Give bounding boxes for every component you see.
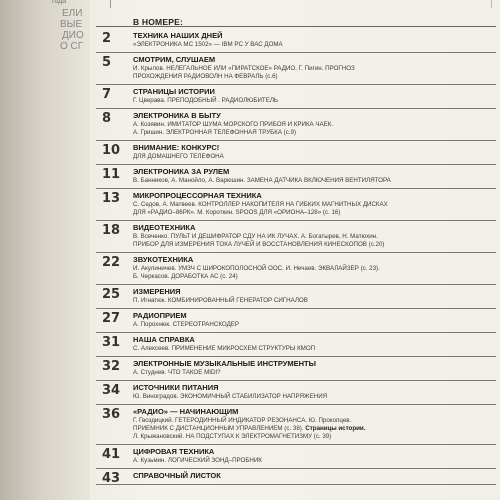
entry-body [133, 223, 496, 249]
section-title: МИКРОПРОЦЕССОРНАЯ ТЕХНИКА [133, 191, 262, 200]
left-fragment: ВЫЕ [60, 19, 83, 30]
section-title: ЭЛЕКТРОННЫЕ МУЗЫКАЛЬНЫЕ ИНСТРУМЕНТЫ [133, 359, 316, 368]
article-line [133, 457, 496, 465]
page-number: 8 [102, 111, 112, 126]
article-text: А. Гришин. ЭЛЕКТРОННАЯ ТЕЛЕФОННАЯ ТРУБКА (с.9) [133, 129, 297, 136]
page-number: 13 [102, 191, 121, 206]
toc-entry [96, 109, 496, 141]
article-line [133, 297, 496, 305]
article-line [133, 241, 496, 249]
contents-header: В НОМЕРЕ: [133, 17, 183, 27]
article-text: ПРОХОЖДЕНИЯ РАДИОВОЛН НА ФЕВРАЛЬ (с.6) [133, 73, 278, 80]
toc-entry [96, 333, 496, 357]
toc-entry [96, 29, 496, 53]
article-text: А. Кузьмин. ЛОГИЧЕСКИЙ ЗОНД–ПРОБНИК [133, 457, 262, 464]
section-title: ЭЛЕКТРОНИКА ЗА РУЛЕМ [133, 167, 230, 176]
page-number: 2 [102, 31, 112, 46]
article-line [133, 321, 496, 329]
section-title: СТРАНИЦЫ ИСТОРИИ [133, 87, 215, 96]
article-text: С. Алексеев. ПРИМЕНЕНИЕ МИКРОСХЕМ СТРУКТУРЫ КМОП [133, 345, 316, 352]
toc-entry [96, 445, 496, 469]
section-title: ТЕХНИКА НАШИХ ДНЕЙ [133, 31, 223, 40]
toc-entry [96, 253, 496, 285]
section-title: ВНИМАНИЕ: КОНКУРС! [133, 143, 220, 152]
section-title: ЭЛЕКТРОНИКА В БЫТУ [133, 111, 221, 120]
section-title: РАДИОПРИЕМ [133, 311, 187, 320]
page-number: 5 [102, 55, 112, 70]
article-text: Б. Черкасов. ДОРАБОТКА АС (с. 24) [133, 273, 238, 280]
article-text: А. Порохнюк. СТЕРЕОТРАНСКОДЕР [133, 321, 240, 328]
page-number: 27 [102, 311, 121, 326]
entry-body [133, 55, 496, 81]
page-number: 10 [102, 143, 121, 158]
year-fragment: года [52, 0, 67, 5]
article-line [133, 425, 496, 433]
toc-entry [96, 309, 496, 333]
article-line [133, 273, 496, 281]
article-text: ПРИЕМНИК С ДИСТАНЦИОННЫМ УПРАВЛЕНИЕМ (с. 38). [133, 425, 304, 432]
entry-body [133, 335, 496, 353]
page-number: 43 [102, 471, 121, 486]
entry-body [133, 383, 496, 401]
toc-entry [96, 405, 496, 445]
toc-entry [96, 381, 496, 405]
section-title: СМОТРИМ, СЛУШАЕМ [133, 55, 216, 64]
section-title: «РАДИО» — НАЧИНАЮЩИМ [133, 407, 239, 416]
article-text: А. Козявин. ИМИТАТОР ШУМА МОРСКОГО ПРИБОЯ И КРИКА ЧАЕК. [133, 121, 334, 128]
page-number: 32 [102, 359, 121, 374]
entry-body [133, 111, 496, 137]
entry-body [133, 191, 496, 217]
article-text: Г. Гвоздицкий. ГЕТЕРОДИННЫЙ ИНДИКАТОР РЕЗОНАНСА. Ю. Прокопцев. [133, 417, 352, 424]
article-text: И. Крылов. НЕЛЕГАЛЬНОЕ ИЛИ «ПИРАТСКОЕ» РАДИО. Г. Пигин. ПРОГНОЗ [133, 65, 355, 72]
toc-entry [96, 53, 496, 85]
entry-body [133, 255, 496, 281]
entry-body [133, 311, 496, 329]
article-line [133, 129, 496, 137]
article-text: В. Всеченко. ПУЛЬТ И ДЕШИФРАТОР СДУ НА ИК ЛУЧАХ. А. Богатырев, Н. Матюхин. [133, 233, 378, 240]
left-column-strip [0, 0, 90, 500]
toc-entry [96, 221, 496, 253]
toc-entry [96, 189, 496, 221]
entry-body [133, 31, 496, 49]
article-text: ДЛЯ «РАДИО–86РК». М. Короткин. SPOOS ДЛЯ «ОРИОНА–128» (с. 16) [133, 209, 341, 216]
page-number: 22 [102, 255, 121, 270]
article-line [133, 393, 496, 401]
article-text: И. Акулиничев. УМЗЧ С ШИРОКОПОЛОСНОЙ ООС. И. Нечаев. ЭКВАЛАЙЗЕР (с. 23). [133, 265, 380, 272]
toc-entry [96, 469, 496, 485]
entry-body [133, 407, 496, 441]
top-frame [110, 0, 492, 8]
article-text: Ю. Виноградов. ЭКОНОМИЧНЫЙ СТАБИЛИЗАТОР НАПРЯЖЕНИЯ [133, 393, 328, 400]
table-of-contents [96, 29, 496, 485]
entry-body [133, 359, 496, 377]
section-title: СПРАВОЧНЫЙ ЛИСТОК [133, 471, 221, 480]
article-line [133, 41, 496, 49]
section-title: ВИДЕОТЕХНИКА [133, 223, 196, 232]
entry-body [133, 471, 496, 481]
article-line [133, 97, 496, 105]
article-text: ДЛЯ ДОМАШНЕГО ТЕЛЕФОНА [133, 153, 224, 160]
entry-body [133, 87, 496, 105]
section-title: ЗВУКОТЕХНИКА [133, 255, 194, 264]
left-fragment: ЕЛИ [62, 8, 83, 19]
entry-body [133, 287, 496, 305]
toc-entry [96, 285, 496, 309]
article-line [133, 369, 496, 377]
article-line [133, 121, 496, 129]
article-line [133, 73, 496, 81]
article-highlight: Страницы истории. [305, 425, 366, 432]
article-line [133, 201, 496, 209]
toc-entry [96, 85, 496, 109]
section-title: ЦИФРОВАЯ ТЕХНИКА [133, 447, 215, 456]
left-fragment: ДИО [62, 30, 84, 41]
article-text: «ЭЛЕКТРОНИКА МС 1502» — IBM PC У ВАС ДОМА [133, 41, 283, 48]
left-fragment: О СГ [60, 41, 84, 52]
article-line [133, 265, 496, 273]
page-number: 34 [102, 383, 121, 398]
article-text: ПРИБОР ДЛЯ ИЗМЕРЕНИЯ ТОКА ЛУЧЕЙ И ВОССТАНОВЛЕНИЯ КИНЕСКОПОВ (с.20) [133, 241, 385, 248]
article-text: Л. Крыжановский. НА ПОДСТУПАХ К ЭЛЕКТРОМАГНЕТИЗМУ (с. 39) [133, 433, 332, 440]
article-line [133, 153, 496, 161]
page-number: 36 [102, 407, 121, 422]
article-line [133, 65, 496, 73]
section-title: НАША СПРАВКА [133, 335, 195, 344]
article-line [133, 417, 496, 425]
article-text: А. Студнев. ЧТО ТАКОЕ MIDI? [133, 369, 221, 376]
toc-entry [96, 165, 496, 189]
section-title: ИЗМЕРЕНИЯ [133, 287, 181, 296]
article-text: С. Седов, А. Матвеев. КОНТРОЛЛЕР НАКОПИТЕЛЯ НА ГИБКИХ МАГНИТНЫХ ДИСКАХ [133, 201, 388, 208]
article-text: Г. Цверава. ПРЕПОДОБНЫЙ . РАДИОЛЮБИТЕЛЬ [133, 97, 278, 104]
entry-body [133, 447, 496, 465]
article-text: П. Игнатюк. КОМБИНИРОВАННЫЙ ГЕНЕРАТОР СИГНАЛОВ [133, 297, 308, 304]
page-number: 11 [102, 167, 121, 182]
article-line [133, 233, 496, 241]
toc-entry [96, 357, 496, 381]
article-line [133, 177, 496, 185]
entry-body [133, 143, 496, 161]
article-line [133, 433, 496, 441]
page-number: 31 [102, 335, 121, 350]
toc-entry [96, 141, 496, 165]
page-number: 41 [102, 447, 121, 462]
article-text: В. Банников, А. Манойло, А. Варюшин. ЗАМЕНА ДАТЧИКА ВКЛЮЧЕНИЯ ВЕНТИЛЯТОРА [133, 177, 391, 184]
header-rule [96, 26, 496, 27]
article-line [133, 209, 496, 217]
entry-body [133, 167, 496, 185]
section-title: ИСТОЧНИКИ ПИТАНИЯ [133, 383, 219, 392]
page-number: 18 [102, 223, 121, 238]
article-line [133, 345, 496, 353]
page-number: 25 [102, 287, 121, 302]
page-number: 7 [102, 87, 112, 102]
